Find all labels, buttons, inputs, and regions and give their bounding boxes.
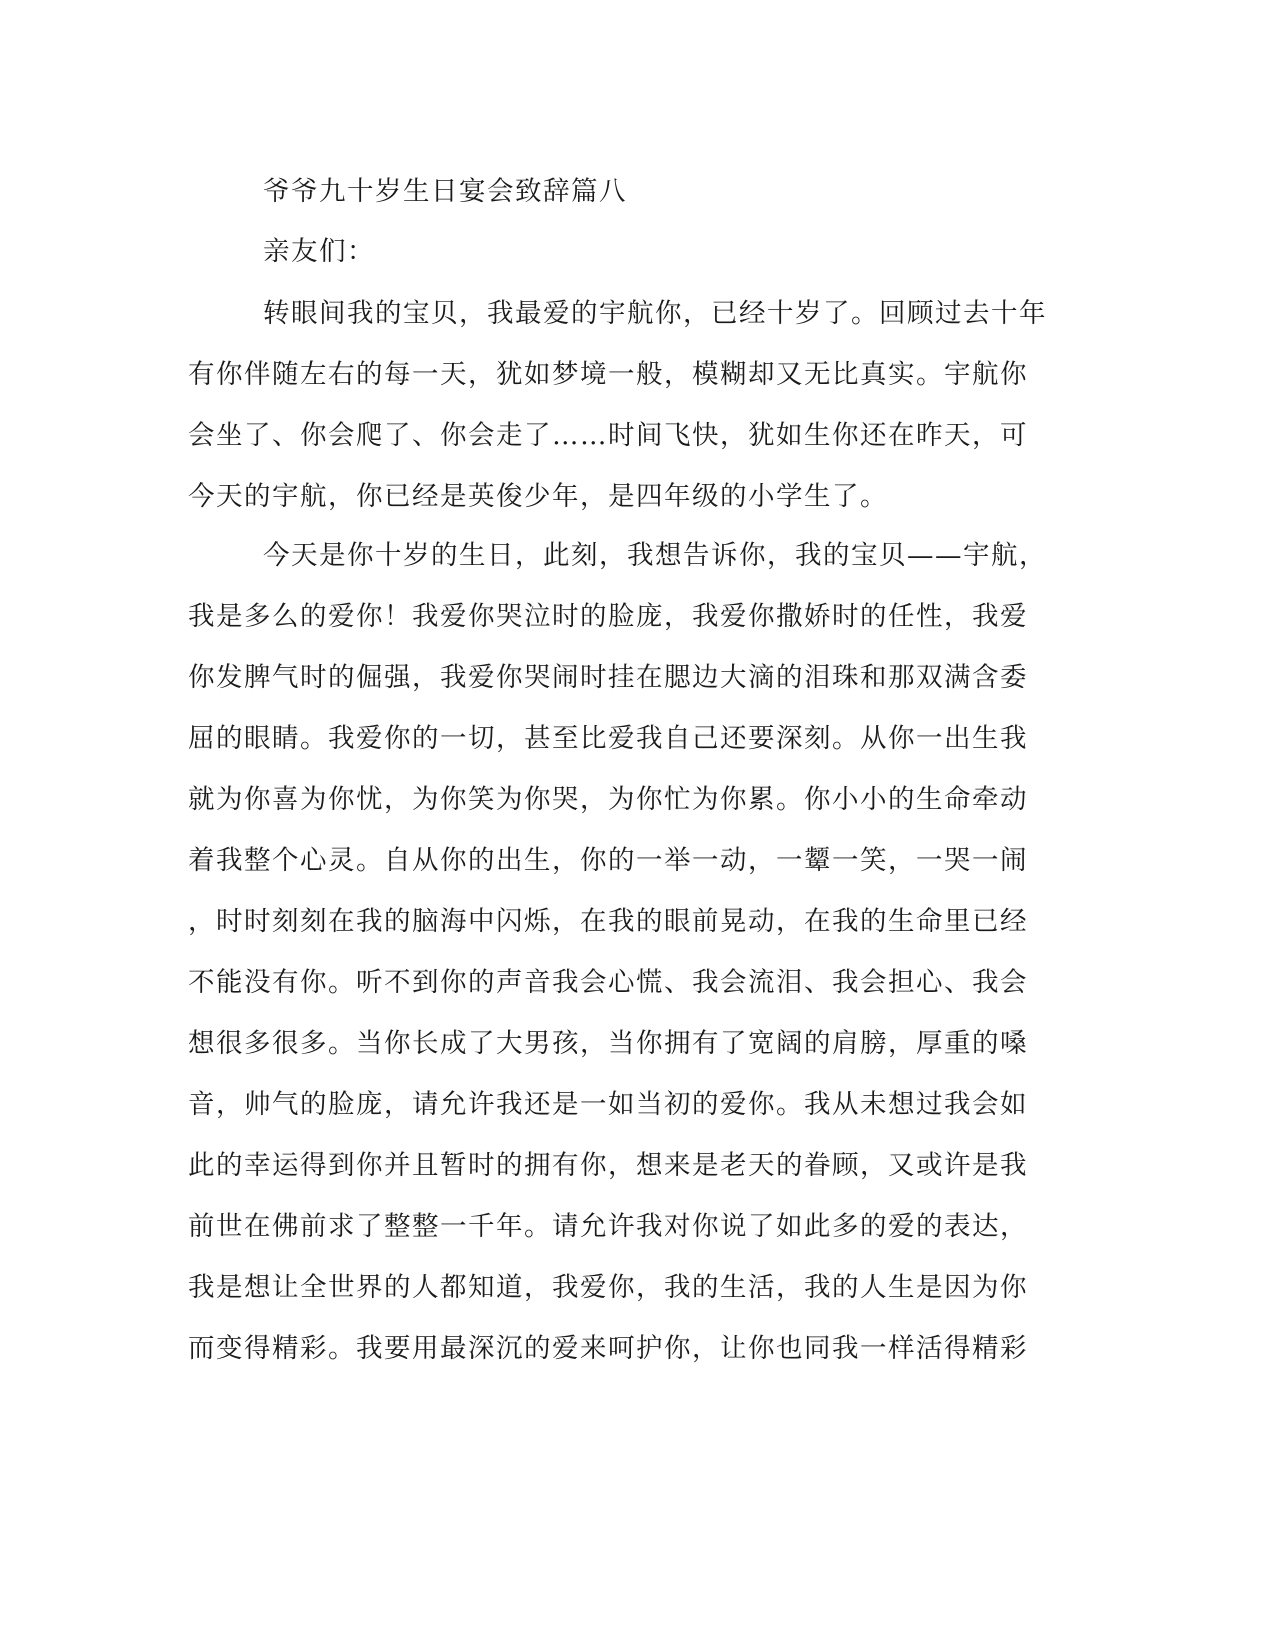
paragraph-line: 前世在佛前求了整整一千年。请允许我对你说了如此多的爱的表达， [188,1211,1028,1242]
greeting-text: 亲友们： [263,236,375,267]
paragraph-line: 今天是你十岁的生日，此刻，我想告诉你，我的宝贝——宇航， [263,540,1047,571]
paragraph-line: 会坐了、你会爬了、你会走了……时间飞快，犹如生你还在昨天，可 [188,420,1028,451]
paragraph-line: 转眼间我的宝贝，我最爱的宇航你，已经十岁了。回顾过去十年 [263,298,1047,329]
paragraph-line: 我是想让全世界的人都知道，我爱你，我的生活，我的人生是因为你 [188,1272,1028,1303]
paragraph-line: 着我整个心灵。自从你的出生，你的一举一动，一颦一笑，一哭一闹 [188,845,1028,876]
paragraph-1 [188,283,1068,527]
paragraph-line: 不能没有你。听不到你的声音我会心慌、我会流泪、我会担心、我会 [188,967,1028,998]
paragraph-line: 想很多很多。当你长成了大男孩，当你拥有了宽阔的肩膀，厚重的嗓 [188,1028,1028,1059]
paragraph-line: 而变得精彩。我要用最深沉的爱来呵护你，让你也同我一样活得精彩 [188,1333,1028,1364]
greeting [188,221,1068,282]
paragraph-line: 屈的眼睛。我爱你的一切，甚至比爱我自己还要深刻。从你一出生我 [188,723,1028,754]
title-text: 爷爷九十岁生日宴会致辞篇八 [263,176,627,207]
paragraph-line: 今天的宇航，你已经是英俊少年，是四年级的小学生了。 [188,481,888,512]
document-title [188,161,1068,222]
paragraph-line: ，时时刻刻在我的脑海中闪烁，在我的眼前晃动，在我的生命里已经 [188,906,1028,937]
paragraph-line: 我是多么的爱你！我爱你哭泣时的脸庞，我爱你撒娇时的任性，我爱 [188,601,1028,632]
paragraph-line: 此的幸运得到你并且暂时的拥有你，想来是老天的眷顾，又或许是我 [188,1150,1028,1181]
paragraph-line: 音，帅气的脸庞，请允许我还是一如当初的爱你。我从未想过我会如 [188,1089,1028,1120]
paragraph-line: 你发脾气时的倔强，我爱你哭闹时挂在腮边大滴的泪珠和那双满含委 [188,662,1028,693]
paragraph-2 [188,525,1068,1379]
paragraph-line: 有你伴随左右的每一天，犹如梦境一般，模糊却又无比真实。宇航你 [188,359,1028,390]
paragraph-line: 就为你喜为你忧，为你笑为你哭，为你忙为你累。你小小的生命牵动 [188,784,1028,815]
